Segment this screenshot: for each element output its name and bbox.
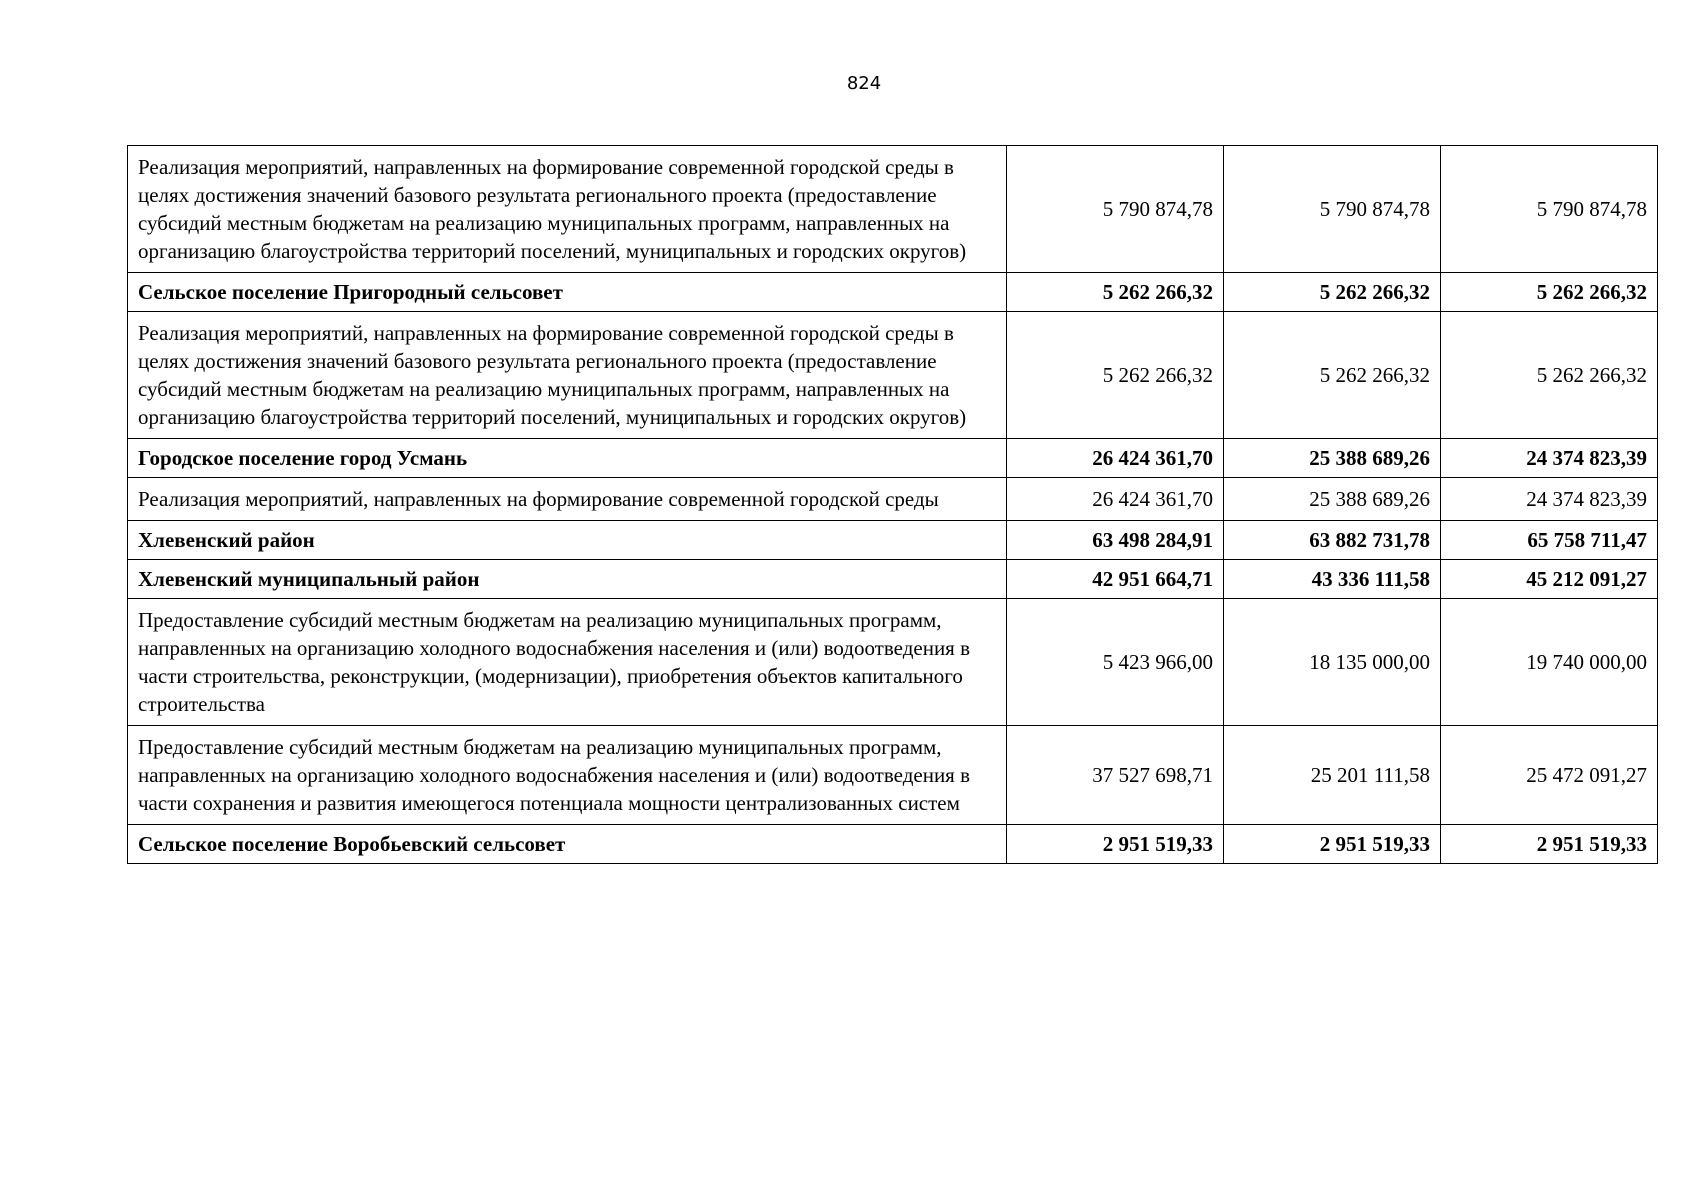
table-row [128, 599, 1658, 726]
row-description: Сельское поселение Воробьевский сельсовет [128, 825, 1007, 864]
row-value-col-2: 5 790 874,78 [1224, 146, 1441, 273]
table-row [128, 439, 1658, 478]
row-value-col-2: 25 388 689,26 [1224, 478, 1441, 521]
row-value-col-3: 25 472 091,27 [1441, 726, 1658, 825]
row-value-col-3: 2 951 519,33 [1441, 825, 1658, 864]
row-description: Реализация мероприятий, направленных на формирование современной городской среды в целях достижения значений базового результата регионального проекта (предоставление субсидий местным бюджетам на реализацию муниципальных программ, направленных на организацию благоустройства территорий поселений, муниципальных и городских округов) [128, 146, 1007, 273]
row-value-col-3: 5 262 266,32 [1441, 312, 1658, 439]
row-description: Сельское поселение Пригородный сельсовет [128, 273, 1007, 312]
table-row [128, 825, 1658, 864]
row-value-col-1: 26 424 361,70 [1007, 478, 1224, 521]
budget-table [127, 145, 1658, 864]
row-value-col-3: 24 374 823,39 [1441, 478, 1658, 521]
row-description: Хлевенский муниципальный район [128, 560, 1007, 599]
table-row [128, 521, 1658, 560]
row-description: Предоставление субсидий местным бюджетам на реализацию муниципальных программ, направленных на организацию холодного водоснабжения населения и (или) водоотведения в части сохранения и развития имеющегося потенциала мощности централизованных систем [128, 726, 1007, 825]
row-value-col-2: 5 262 266,32 [1224, 312, 1441, 439]
table-row [128, 312, 1658, 439]
row-description: Предоставление субсидий местным бюджетам на реализацию муниципальных программ, направленных на организацию холодного водоснабжения населения и (или) водоотведения в части строительства, реконструкции, (модернизации), приобретения объектов капитального строительства [128, 599, 1007, 726]
row-value-col-2: 63 882 731,78 [1224, 521, 1441, 560]
row-description: Реализация мероприятий, направленных на формирование современной городской среды в целях достижения значений базового результата регионального проекта (предоставление субсидий местным бюджетам на реализацию муниципальных программ, направленных на организацию благоустройства территорий поселений, муниципальных и городских округов) [128, 312, 1007, 439]
row-value-col-1: 42 951 664,71 [1007, 560, 1224, 599]
row-value-col-2: 25 388 689,26 [1224, 439, 1441, 478]
row-value-col-3: 19 740 000,00 [1441, 599, 1658, 726]
row-description: Городское поселение город Усмань [128, 439, 1007, 478]
row-value-col-2: 43 336 111,58 [1224, 560, 1441, 599]
row-value-col-2: 18 135 000,00 [1224, 599, 1441, 726]
row-value-col-1: 63 498 284,91 [1007, 521, 1224, 560]
table-row [128, 726, 1658, 825]
row-value-col-3: 65 758 711,47 [1441, 521, 1658, 560]
table-row [128, 273, 1658, 312]
row-value-col-1: 37 527 698,71 [1007, 726, 1224, 825]
row-value-col-1: 5 423 966,00 [1007, 599, 1224, 726]
table-row [128, 478, 1658, 521]
row-value-col-1: 5 262 266,32 [1007, 273, 1224, 312]
page-number: 824 [846, 73, 882, 94]
row-description: Хлевенский район [128, 521, 1007, 560]
row-value-col-3: 5 262 266,32 [1441, 273, 1658, 312]
budget-table-body [128, 146, 1658, 864]
row-value-col-3: 45 212 091,27 [1441, 560, 1658, 599]
row-value-col-3: 5 790 874,78 [1441, 146, 1658, 273]
row-value-col-1: 5 790 874,78 [1007, 146, 1224, 273]
row-value-col-1: 5 262 266,32 [1007, 312, 1224, 439]
table-row [128, 560, 1658, 599]
table-row [128, 146, 1658, 273]
row-value-col-3: 24 374 823,39 [1441, 439, 1658, 478]
row-value-col-2: 5 262 266,32 [1224, 273, 1441, 312]
row-value-col-1: 26 424 361,70 [1007, 439, 1224, 478]
row-description: Реализация мероприятий, направленных на формирование современной городской среды [128, 478, 1007, 521]
row-value-col-1: 2 951 519,33 [1007, 825, 1224, 864]
row-value-col-2: 2 951 519,33 [1224, 825, 1441, 864]
row-value-col-2: 25 201 111,58 [1224, 726, 1441, 825]
